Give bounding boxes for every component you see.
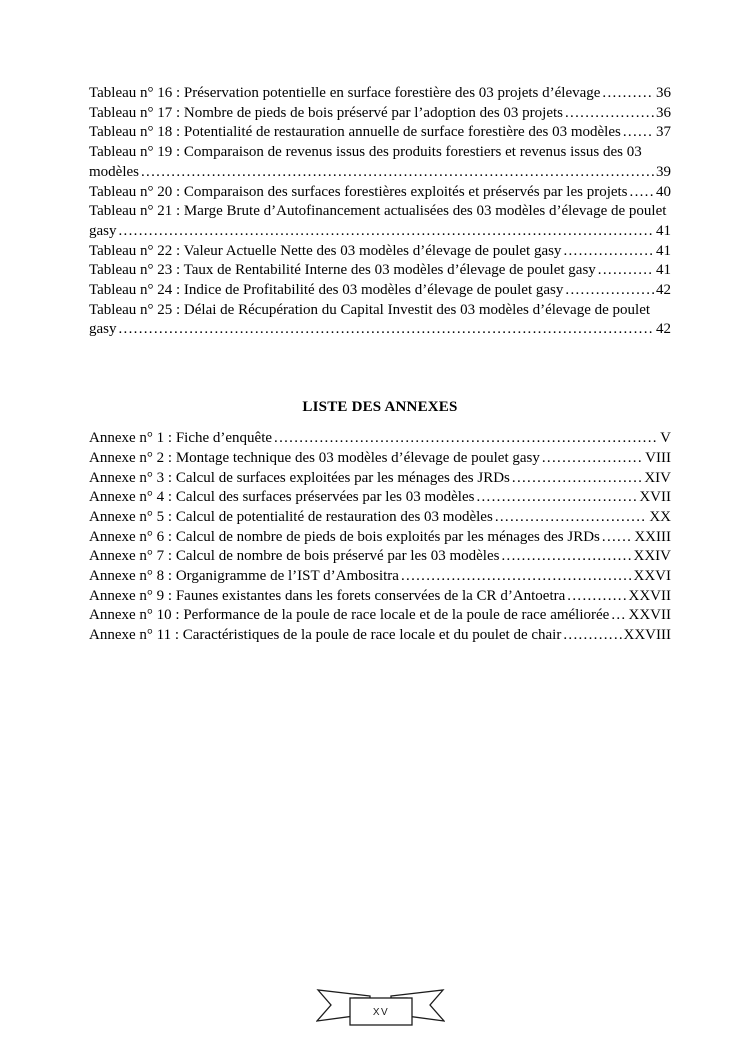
toc-page-number: VIII (645, 449, 671, 466)
dot-leader (630, 183, 654, 203)
tableaux-toc-list (89, 84, 671, 340)
dot-leader (542, 449, 643, 469)
toc-entry-text: Annexe n° 7 : Calcul de nombre de bois préservé par les 03 modèles (89, 548, 500, 565)
dot-leader (141, 163, 654, 183)
toc-entry-text: Tableau n° 22 : Valeur Actuelle Nette des 03 modèles d’élevage de poulet gasy (89, 242, 562, 259)
toc-row (89, 449, 671, 469)
toc-page-number: 41 (656, 262, 671, 279)
toc-page-number: XVII (639, 489, 671, 506)
dot-leader (401, 567, 632, 587)
annexes-toc-list (89, 429, 671, 646)
toc-row (89, 606, 671, 626)
toc-entry-text: Tableau n° 20 : Comparaison des surfaces forestières exploités et préservés par les projets (89, 183, 628, 200)
toc-row (89, 528, 671, 548)
toc-page-number: 42 (656, 282, 671, 299)
dot-leader (623, 123, 654, 143)
toc-row (89, 281, 671, 301)
toc-entry-text: Annexe n° 10 : Performance de la poule de race locale et de la poule de race améliorée (89, 607, 610, 624)
dot-leader (565, 281, 654, 301)
toc-page-number: 41 (656, 242, 671, 259)
toc-entry-text: Tableau n° 19 : Comparaison de revenus issus des produits forestiers et revenus issus des 03 (89, 144, 642, 161)
dot-leader (563, 626, 621, 646)
toc-page-number: 39 (656, 163, 671, 180)
toc-row (89, 488, 671, 508)
toc-entry-text: Annexe n° 4 : Calcul des surfaces préservées par les 03 modèles (89, 489, 475, 506)
toc-entry-text: modèles (89, 163, 139, 180)
page-content (89, 84, 671, 646)
toc-row (89, 320, 671, 340)
toc-row (89, 183, 671, 203)
toc-page-number: XXIV (633, 548, 671, 565)
dot-leader (501, 547, 631, 567)
ribbon-banner-graphic (316, 988, 445, 1030)
toc-entry-text: Tableau n° 16 : Préservation potentielle en surface forestière des 03 projets d’élevage (89, 85, 601, 101)
dot-leader (611, 606, 626, 626)
toc-row (89, 242, 671, 262)
dot-leader (567, 587, 626, 607)
toc-page-number: 36 (656, 85, 671, 101)
dot-leader (602, 84, 654, 104)
toc-entry-text: Tableau n° 17 : Nombre de pieds de bois préservé par l’adoption des 03 projets (89, 104, 563, 121)
toc-row (89, 222, 671, 242)
toc-page-number: XX (649, 508, 671, 525)
toc-row (89, 587, 671, 607)
toc-entry-text: Tableau n° 18 : Potentialité de restauration annuelle de surface forestière des 03 modèles (89, 124, 621, 141)
toc-entry-text: Tableau n° 23 : Taux de Rentabilité Interne des 03 modèles d’élevage de poulet gasy (89, 262, 596, 279)
page-number-label: XV (372, 1007, 390, 1018)
toc-row (89, 301, 671, 321)
dot-leader (563, 242, 654, 262)
toc-page-number: XXIII (634, 528, 671, 545)
toc-row (89, 429, 671, 449)
dot-leader (602, 528, 632, 548)
toc-page-number: 37 (656, 124, 671, 141)
toc-entry-text: Annexe n° 2 : Montage technique des 03 modèles d’élevage de poulet gasy (89, 449, 540, 466)
toc-page-number: V (660, 430, 671, 447)
toc-row (89, 508, 671, 528)
toc-entry-text: Annexe n° 9 : Faunes existantes dans les forets conservées de la CR d’Antoetra (89, 587, 566, 604)
toc-entry-text: Tableau n° 21 : Marge Brute d’Autofinancement actualisées des 03 modèles d’élevage de poulet (89, 203, 667, 220)
dot-leader (598, 261, 654, 281)
dot-leader (119, 222, 655, 242)
toc-row (89, 261, 671, 281)
toc-entry-text: Tableau n° 25 : Délai de Récupération du Capital Investit des 03 modèles d’élevage de poulet (89, 301, 651, 318)
toc-row (89, 143, 671, 163)
toc-page-number: 41 (656, 222, 671, 239)
toc-row (89, 626, 671, 646)
toc-row (89, 567, 671, 587)
toc-entry-text: Annexe n° 5 : Calcul de potentialité de restauration des 03 modèles (89, 508, 493, 525)
toc-page-number: XXVI (633, 568, 671, 585)
toc-page-number: XXVIII (623, 627, 671, 644)
dot-leader (274, 429, 658, 449)
toc-page-number: 36 (656, 104, 671, 121)
toc-row (89, 123, 671, 143)
toc-entry-text: Annexe n° 11 : Caractéristiques de la poule de race locale et du poulet de chair (89, 627, 562, 644)
toc-row (89, 104, 671, 124)
toc-page-number: 40 (656, 183, 671, 200)
toc-page-number: XXVII (628, 587, 671, 604)
toc-entry-text: Tableau n° 24 : Indice de Profitabilité des 03 modèles d’élevage de poulet gasy (89, 282, 564, 299)
dot-leader (512, 469, 642, 489)
dot-leader (565, 104, 654, 124)
toc-entry-text: gasy (89, 321, 117, 338)
dot-leader (476, 488, 637, 508)
toc-row (89, 547, 671, 567)
toc-entry-text: Annexe n° 8 : Organigramme de l’IST d’Ambositra (89, 568, 399, 585)
toc-page-number: XXVII (628, 607, 671, 624)
toc-page-number: XIV (644, 469, 671, 486)
page-number-ribbon (316, 988, 445, 1030)
toc-row (89, 202, 671, 222)
annexes-heading: LISTE DES ANNEXES (302, 399, 458, 416)
dot-leader (495, 508, 648, 528)
toc-entry-text: Annexe n° 3 : Calcul de surfaces exploitées par les ménages des JRDs (89, 469, 510, 486)
dot-leader (119, 320, 655, 340)
toc-row (89, 163, 671, 183)
toc-row (89, 469, 671, 489)
toc-page-number: 42 (656, 321, 671, 338)
toc-row (89, 84, 671, 104)
toc-entry-text: gasy (89, 222, 117, 239)
toc-entry-text: Annexe n° 1 : Fiche d’enquête (89, 430, 273, 447)
toc-entry-text: Annexe n° 6 : Calcul de nombre de pieds de bois exploités par les ménages des JRDs (89, 528, 600, 545)
